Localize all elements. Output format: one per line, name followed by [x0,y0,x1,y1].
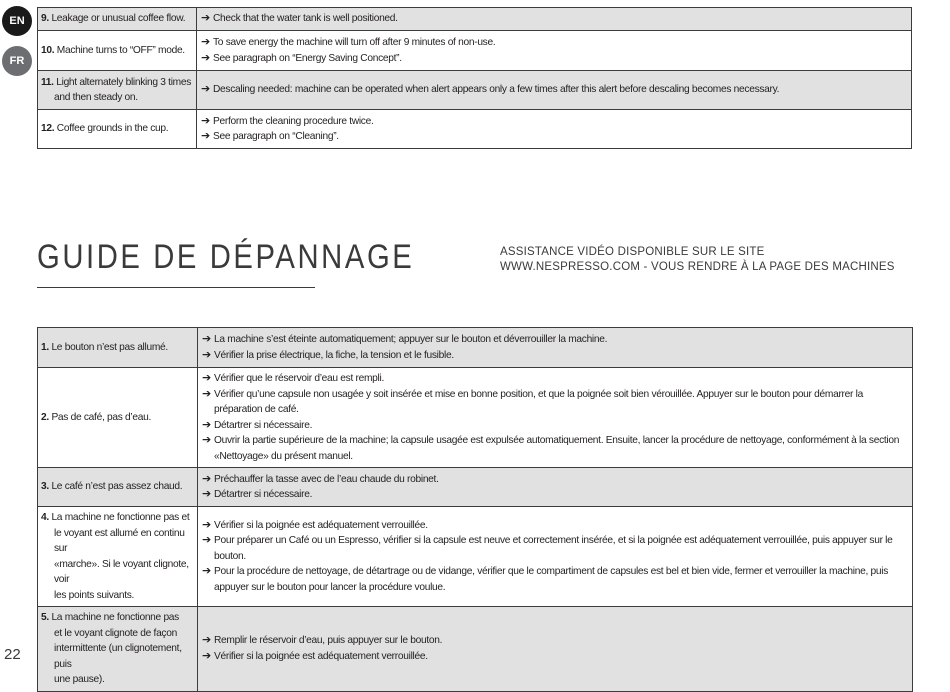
arrow-right-icon: ➔ [202,534,211,547]
solution-item [201,11,907,27]
solution-text: Vérifier si la poignée est adéquatement verrouillée. [214,519,428,531]
problem-line: une pause). [54,674,105,685]
problem-cell [38,468,198,507]
arrow-right-icon: ➔ [202,634,211,647]
problem-text: La machine ne fonctionne pas et [51,512,190,523]
arrow-right-icon: ➔ [202,348,211,361]
solution-cell [198,468,913,507]
problem-line: intermittente (un clignotement, puis [54,643,182,670]
solution-item [202,387,908,418]
solution-text: Pour préparer un Café ou un Espresso, vérifier si la capsule est neuve et correctement insérée, et si la poignée est adéquatement verrouillée, puis appuyer sur le bouton. [214,535,893,562]
solution-text: Vérifier que le réservoir d’eau est rempli. [214,373,384,384]
arrow-right-icon: ➔ [202,434,211,446]
solution-text: Détartrer si nécessaire. [214,419,313,431]
solution-text: Remplir le réservoir d’eau, puis appuyer sur le bouton. [214,635,443,647]
video-assistance-note [500,245,895,274]
arrow-right-icon: ➔ [202,418,211,431]
table-row [38,71,912,110]
problem-text: La machine ne fonctionne pas [51,612,179,623]
solution-item [202,371,908,387]
solution-text: Perform the cleaning procedure twice. [213,115,374,127]
problem-number: 11. [41,76,54,88]
problem-line [41,340,193,356]
problem-number: 10. [41,44,55,56]
problem-line: et le voyant clignote de façon [54,627,177,639]
solution-cell [197,110,912,149]
problem-line [41,11,192,27]
solution-item [202,564,908,595]
solution-item [201,35,907,51]
problem-text: Leakage or unusual coffee flow. [51,13,186,25]
problem-text: Le café n’est pas assez chaud. [51,481,183,493]
problem-number: 1. [41,341,49,353]
problem-number: 9. [41,13,49,25]
arrow-right-icon: ➔ [201,36,210,48]
solution-text: Détartrer si nécessaire. [214,489,313,500]
solution-item [202,433,908,464]
solution-text: Vérifier si la poignée est adéquatement verrouillée. [214,650,428,662]
solution-item [202,649,908,665]
solution-text: To save energy the machine will turn off after 9 minutes of non-use. [213,37,496,48]
solution-item [202,487,908,503]
solution-item [202,472,908,488]
problem-text: Light alternately blinking 3 times [56,76,192,88]
table-row [38,8,912,31]
problem-line [41,75,192,91]
assistance-url-line[interactable]: WWW.NESPRESSO.COM - VOUS RENDRE À LA PAGE DES MACHINES [500,260,895,273]
arrow-right-icon: ➔ [201,130,210,142]
solution-text: See paragraph on “Energy Saving Concept”. [213,52,402,64]
solution-text: Ouvrir la partie supérieure de la machine; la capsule usagée est expulsée automatiquement. Ensuite, lancer la procédure de nettoyage, conformément à la section «Nettoyage» du présent manuel. [214,435,900,462]
problem-text: Pas de café, pas d’eau. [51,411,152,423]
assistance-line: ASSISTANCE VIDÉO DISPONIBLE SUR LE SITE [500,246,765,258]
arrow-right-icon: ➔ [202,518,211,531]
solution-text: See paragraph on “Cleaning”. [213,131,339,142]
solution-item [202,418,908,434]
problem-number: 4. [41,512,49,523]
problem-line [41,510,193,526]
solution-text: Préchauffer la tasse avec de l’eau chaude du robinet. [214,473,439,485]
solution-item [202,332,908,348]
problem-line: le voyant est allumé en continu sur [54,527,185,554]
problem-line [41,410,193,426]
troubleshooting-table-fr [37,327,913,692]
problem-line [41,43,192,59]
arrow-right-icon: ➔ [201,51,210,64]
table-row [38,468,913,507]
problem-line: «marche». Si le voyant clignote, voir [54,558,189,585]
solution-item [201,114,907,130]
table-row [38,31,912,71]
problem-cell [38,71,197,110]
table-row [38,328,913,368]
arrow-right-icon: ➔ [202,387,211,400]
solution-cell [197,71,912,110]
solution-cell [198,607,913,692]
problem-number: 3. [41,481,49,493]
arrow-right-icon: ➔ [202,649,211,662]
solution-item [201,129,907,145]
problem-number: 2. [41,411,49,423]
arrow-right-icon: ➔ [201,83,210,96]
solution-text: Vérifier la prise électrique, la fiche, la tension et le fusible. [214,349,454,361]
arrow-right-icon: ➔ [202,372,211,384]
solution-item [201,51,907,67]
title-underline [37,287,315,288]
problem-line [41,479,193,495]
arrow-right-icon: ➔ [202,565,211,578]
problem-text: Le bouton n’est pas allumé. [51,341,168,353]
arrow-right-icon: ➔ [201,114,210,127]
solution-item [201,82,907,98]
solution-text: Check that the water tank is well positioned. [213,13,398,25]
problem-text: Coffee grounds in the cup. [56,123,169,135]
arrow-right-icon: ➔ [201,12,210,25]
language-tab-fr[interactable]: FR [2,46,32,76]
problem-cell [38,8,197,31]
solution-text: Descaling needed: machine can be operated when alert appears only a few times after this alert before descaling becomes necessary. [213,84,780,96]
problem-number: 5. [41,612,49,623]
solution-text: Vérifier qu’une capsule non usagée y soit insérée et mise en bonne position, et que la poignée soit bien vérouillée. Appuyer sur le bouton pour démarrer la préparation de café. [214,388,863,415]
arrow-right-icon: ➔ [202,333,211,345]
solution-cell [198,328,913,368]
solution-item [202,633,908,649]
problem-line [41,121,192,137]
solution-text: Pour la procédure de nettoyage, de détartrage ou de vidange, vérifier que le compartiment de capsules est bel et bien vide, fermer et verrouiller la machine, puis appuyer sur le bouton pour lancer la procédure voulue. [214,566,888,593]
problem-cell [38,110,197,149]
solution-item [202,518,908,534]
problem-cell [38,607,198,692]
arrow-right-icon: ➔ [202,488,211,500]
language-tab-en[interactable]: EN [2,6,32,36]
table-row [38,507,913,607]
table-row [38,368,913,468]
solution-cell [198,507,913,607]
problem-cell [38,328,198,368]
section-title: GUIDE DE DÉPANNAGE [37,238,415,276]
solution-item [202,348,908,364]
solution-cell [197,31,912,71]
solution-item [202,533,908,564]
table-row [38,110,912,149]
page-number: 22 [4,646,21,663]
troubleshooting-table-en [37,7,912,149]
problem-cell [38,368,198,468]
problem-cell [38,507,198,607]
problem-line: les points suivants. [54,589,135,601]
solution-cell [197,8,912,31]
problem-text: Machine turns to “OFF” mode. [56,44,185,56]
problem-line [41,610,193,626]
solution-text: La machine s’est éteinte automatiquement; appuyer sur le bouton et déverrouiller la machine. [214,334,608,345]
problem-number: 12. [41,123,55,135]
problem-cell [38,31,197,71]
arrow-right-icon: ➔ [202,472,211,485]
solution-cell [198,368,913,468]
table-row [38,607,913,692]
problem-line: and then steady on. [54,92,138,103]
